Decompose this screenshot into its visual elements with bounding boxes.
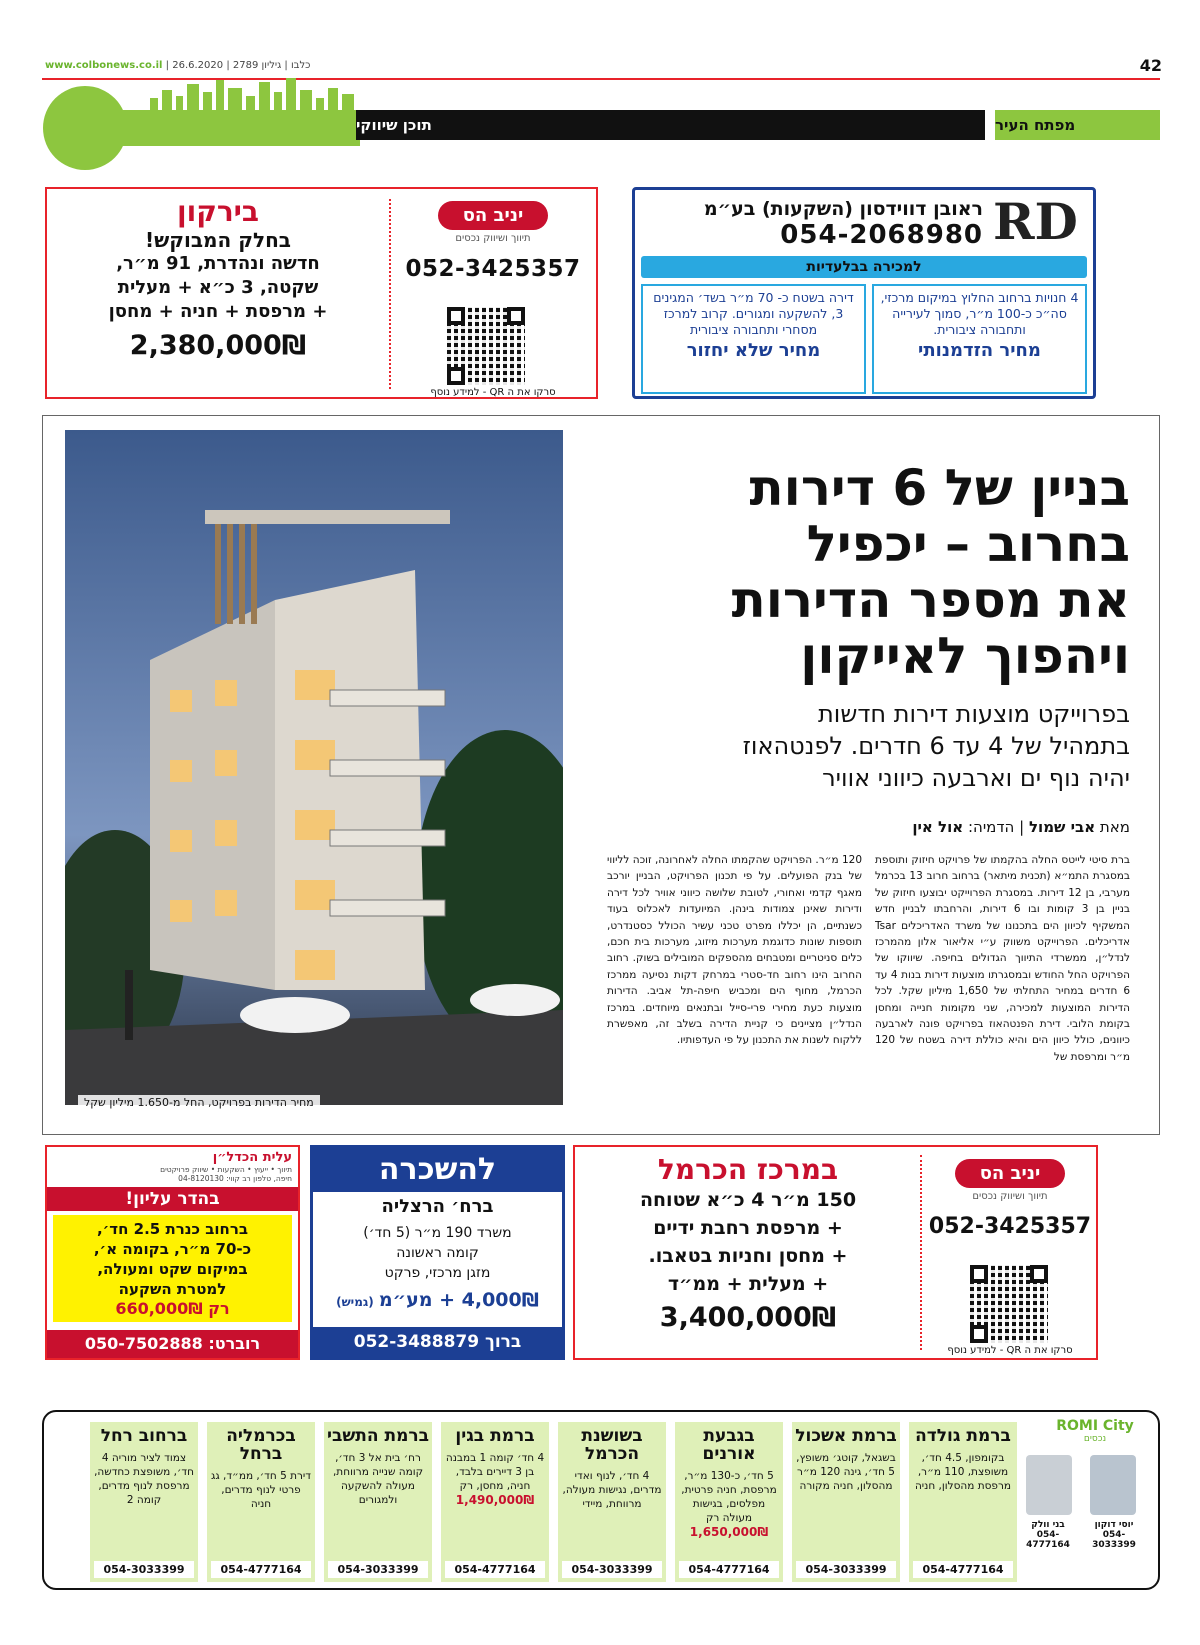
agent-photo-avatar bbox=[1026, 1455, 1072, 1515]
listing-title: ברמת התשבי bbox=[327, 1426, 429, 1446]
romi-listing[interactable] bbox=[441, 1422, 549, 1582]
listing-line: + מרפסת רחבת ידיים bbox=[653, 1217, 843, 1239]
listing-phone[interactable]: 054-4777164 bbox=[913, 1561, 1013, 1578]
listing-phone[interactable]: 054-3033399 bbox=[328, 1561, 428, 1578]
rd-ad[interactable] bbox=[632, 187, 1096, 399]
article-subhead bbox=[590, 698, 1130, 794]
rd-listing-left bbox=[641, 284, 866, 394]
subhead-line: יהיה נוף ים וארבעה כיווני אוויר bbox=[822, 764, 1130, 792]
romi-listing[interactable] bbox=[675, 1422, 783, 1582]
romi-listing[interactable] bbox=[324, 1422, 432, 1582]
yaniv-phone[interactable]: 052-3425357 bbox=[928, 1214, 1092, 1239]
alit-banner: בהדר עליון! bbox=[47, 1187, 298, 1211]
yaniv-logo: יניב הס bbox=[955, 1159, 1065, 1188]
listing-title: בכרמליה ברחל bbox=[226, 1426, 296, 1464]
rd-right-price: מחיר הזדמנותי bbox=[918, 340, 1041, 361]
listing-line: שקטה, 3 כ״א + מעלית bbox=[117, 277, 319, 298]
agent-name: בני וולק bbox=[1031, 1520, 1065, 1530]
yaniv-top-listing bbox=[55, 195, 381, 361]
alit-header bbox=[47, 1147, 298, 1183]
article-headline bbox=[590, 460, 1130, 684]
rent-ad[interactable] bbox=[310, 1145, 565, 1360]
article-column-1: ברת סיטי לייטס החלה בהקמתו של פרויקט חיזוק ותוספת במסגרת התמ״א (תכנית מיתאר) ברחוב חרוב 13 בכרמל מערבי, בן 12 דירות. במסגרת הפרוייקט יבוצעו חיזוק של בניין בן 3 קומות ובו 6 דירות, והרחבתו לבניין חדש המשקיף לכיוון הים בתכנונו של משרד האדריכלים Tsar אדריכלים. הפרוייקט משווק ע״י אליאור אלון מהמרכז לנדל״ן, ממשרדי התיווך הגדולים בחיפה. שיווקו של הפרויקט החל החודש ובמסגרתו מוצעות דירות בנות 4 עד 6 חדרים במחיר התחלתי של 1,650 מיליון שקל. לכל הדירות המוצעות למכירה, שני מקומות חנייה ומחסן בקומת הלובי. דירת הפנטהאוז בפרויקט פונה לארבעה כיוונים, כולל כיוון הים והיא כוללת דירה בשטח של 120 מ״ר ומרפסת של bbox=[875, 854, 1130, 1063]
listing-line: + מחסן וחניות בטאבו. bbox=[648, 1245, 848, 1267]
rd-listing-right bbox=[872, 284, 1087, 394]
rent-price: 4,000₪ + מע״מ bbox=[378, 1289, 539, 1311]
page-number: 42 bbox=[1139, 56, 1162, 75]
divider bbox=[389, 199, 393, 389]
listing-subtitle: בחלק המבוקש! bbox=[144, 228, 291, 252]
rd-banner: למכירה בבלעדיות bbox=[641, 256, 1087, 278]
rent-contact[interactable]: ברוך 052-3488879 bbox=[313, 1327, 562, 1357]
section-label: מפתח העיר bbox=[995, 110, 1160, 140]
issue-info: | כלבו | גיליון 2789 | 26.6.2020 bbox=[165, 60, 311, 71]
listing-title: ברמת בגין bbox=[455, 1426, 535, 1446]
agent-info bbox=[1082, 1520, 1146, 1550]
alit-contact[interactable]: רוברט: 050-7502888 bbox=[47, 1330, 298, 1358]
article-column-2: 120 מ״ר. הפרויקט שהקמתו החלה לאחרונה, זוכה לליווי של בנק הפועלים. על פי תכנון הפרויקט, הבניין יורכב מאגף קדמי ואחורי, לטובת שלושה כיווני אוויר לכל דירה ודירות שאינן צמודות בינהן. המיועדות לאכלוס בעוד כשנתיים, הן יכללו מפרט טכני עשיר הכולל כסטנדרט, תוספות שונות כדוגמת מערכות מיזוג, מערכות בית חכם, כלים סניטריים ומטבחים מהספקים המובילים בשוק. רחוב החרוב הינו רחוב חד-סטרי במרחק דקות נסיעה ממרכז הכרמל, מחוף הים ומכביש חיפה-תל אביב. הדירות מוצעות כעת מחירי פרי-סייל ובתנאים מיוחדים. במרכז הנדל״ן מציינים כי קניית הדירה בשלב זה, מאפשרת ללקוח לשנות את התכנון על פי העדפותיו. bbox=[607, 854, 862, 1047]
rent-line: משרד 190 מ״ר (5 חד׳) bbox=[363, 1225, 512, 1241]
alit-line: למטרת השקעה bbox=[118, 1280, 227, 1298]
agent-photo-avatar bbox=[1090, 1455, 1136, 1515]
qr-note: סרקו את ה QR - למידע נוסף bbox=[947, 1345, 1073, 1356]
listing-title: בירקון bbox=[176, 195, 260, 228]
rd-left-text: דירה בשטח כ- 70 מ״ר בשד׳ המגינים 3, להשקעה ומגורים. קרוב למרכז מסחרי ותחבורה ציבורית bbox=[653, 290, 854, 337]
listing-title: ברמת גולדה bbox=[915, 1426, 1011, 1446]
rd-right-text: 4 חנויות ברחוב החלוץ במיקום מרכזי, סה״כ כ-100 מ״ר, סמוך לעירייה ותחבורה ציבורית. bbox=[880, 290, 1079, 337]
listing-title: ברמת אשכול bbox=[795, 1426, 897, 1446]
author-name: אבי שמול bbox=[1028, 818, 1096, 836]
listing-phone[interactable]: 054-4777164 bbox=[211, 1561, 311, 1578]
listing-desc: בשגאל, קוטג׳ משופץ, 5 חד׳, גינה 120 מ״ר מהסלון, חניה מקורה bbox=[796, 1452, 896, 1492]
headline-line: את מספר הדירות bbox=[731, 571, 1130, 629]
listing-price: 3,400,000₪ bbox=[659, 1302, 837, 1333]
rd-company: ראובן דווידסון (השקעות) בע״מ bbox=[703, 198, 983, 220]
listing-desc: צמוד לציר מוריה 4 חד׳, משופצת כחדשה, מרפסת לנוף מדרים, קומה 2 bbox=[94, 1452, 194, 1506]
subhead-line: בתמהיל של 4 עד 6 חדרים. לפנטהאוז bbox=[742, 732, 1130, 760]
rd-left-price: מחיר שלא יחזור bbox=[686, 340, 821, 361]
romi-listing[interactable] bbox=[909, 1422, 1017, 1582]
yaniv-bottom-ad[interactable] bbox=[573, 1145, 1098, 1360]
yaniv-logo: יניב הס bbox=[438, 201, 548, 230]
listing-title: בגבעת אורנים bbox=[702, 1426, 756, 1464]
alit-brand-sub: תיווך • ייעוץ • השקעות • שיווק פרויקטים bbox=[160, 1165, 292, 1174]
render-credit: אול אין bbox=[912, 818, 964, 836]
alit-line: ברחוב כנרת 2.5 חד׳, bbox=[96, 1220, 249, 1238]
listing-desc: רח׳ בית אל 3 חד׳, קומה שנייה מרווחת, מעולה להשקעה ולמגורים bbox=[332, 1452, 424, 1506]
listing-title: במרכז הכרמל bbox=[657, 1153, 839, 1186]
listing-line: + מרפסת + חניה + מחסן bbox=[108, 301, 328, 322]
agent-name: יוסי דוקון bbox=[1094, 1520, 1134, 1530]
yaniv-top-ad[interactable] bbox=[45, 187, 598, 399]
render-prefix: | הדמיה: bbox=[967, 818, 1025, 836]
romi-logo-block bbox=[1040, 1418, 1150, 1444]
romi-listing[interactable] bbox=[207, 1422, 315, 1582]
alit-address: חיפה, טלפון רב קווי: 04-8120130 bbox=[178, 1174, 292, 1183]
listing-desc: דירת 5 חד׳, ממ״ד, גג פרטי לנוף מדרים, חניה bbox=[211, 1470, 311, 1510]
subhead-line: בפרוייקט מוצעות דירות חדשות bbox=[818, 700, 1130, 728]
alit-price: 660,000₪ bbox=[115, 1299, 203, 1318]
sponsored-label: תוכן שיווקי bbox=[350, 110, 985, 140]
alit-line: במיקום שקט ומעולה, bbox=[97, 1260, 248, 1278]
agent-phone[interactable]: 054-4777164 bbox=[1026, 1530, 1070, 1550]
listing-desc: בקומפון, 4.5 חד׳, משופצת, 110 מ״ר, מרפסת מהסלון, חניה bbox=[914, 1452, 1012, 1492]
article-byline bbox=[912, 818, 1130, 836]
listing-phone[interactable]: 054-4777164 bbox=[445, 1561, 545, 1578]
yaniv-bottom-listing bbox=[583, 1153, 913, 1333]
yaniv-top-brand-block bbox=[397, 201, 589, 282]
rd-logo: RD bbox=[993, 192, 1078, 251]
romi-listing[interactable] bbox=[90, 1422, 198, 1582]
rent-price-note: (גמיש) bbox=[336, 1295, 374, 1309]
alit-brand: עלית הכדל״ן bbox=[212, 1150, 292, 1165]
romi-logo: ROMI City bbox=[1056, 1418, 1134, 1434]
rent-price-row bbox=[313, 1289, 562, 1311]
romi-listing[interactable] bbox=[792, 1422, 900, 1582]
headline-line: ויהפוך לאייקון bbox=[800, 627, 1130, 685]
yaniv-tagline: תיווך ושיווק נכסים bbox=[972, 1191, 1048, 1202]
agent-phone[interactable]: 054-3033399 bbox=[1092, 1530, 1136, 1550]
listing-price: 1,650,000₪ bbox=[689, 1525, 769, 1539]
yaniv-phone[interactable]: 052-3425357 bbox=[405, 256, 581, 282]
headline-line: בניין של 6 דירות bbox=[749, 459, 1130, 517]
qr-code-icon[interactable] bbox=[970, 1265, 1048, 1343]
divider bbox=[920, 1155, 924, 1350]
yaniv-tagline: תיווך ושיווק נכסים bbox=[455, 233, 531, 244]
building-render-image bbox=[65, 430, 563, 1105]
listing-phone[interactable]: 054-4777164 bbox=[679, 1561, 779, 1578]
listing-price: 2,380,000₪ bbox=[129, 330, 307, 361]
alit-listing bbox=[53, 1215, 292, 1322]
listing-desc: 5 חד׳, כ-130 מ״ר, מרפסת, חניה פרטית, מפלסים, בגישות מעולה רק bbox=[681, 1470, 777, 1524]
listing-line: 150 מ״ר 4 כ״א שטוחה bbox=[639, 1189, 857, 1211]
alit-price-row bbox=[55, 1299, 290, 1318]
site-url[interactable]: www.colbonews.co.il bbox=[45, 60, 163, 71]
image-caption: מחיר הדירות בפרויקט, החל מ-1.650 מיליון שקל bbox=[78, 1095, 320, 1110]
rd-phone[interactable]: 054-2068980 bbox=[780, 220, 983, 250]
listing-desc: 4 חד׳, לנוף ואדי מדרים, נגישות מעולה, מרווחת, מיידי bbox=[562, 1470, 662, 1510]
listing-desc: 4 חד׳ קומה 1 במבנה בן 3 דיירים בלבד, חניה, מחסן, רק bbox=[445, 1452, 545, 1492]
listing-price: 1,490,000₪ bbox=[455, 1493, 535, 1507]
qr-note: סרקו את ה QR - למידע נוסף bbox=[430, 387, 556, 398]
headline-line: בחרוב – יכפיל bbox=[806, 515, 1130, 573]
listing-title: בשושנת הכרמל bbox=[581, 1426, 643, 1464]
rent-street: ברח׳ הרצליה bbox=[381, 1196, 494, 1217]
rent-line: מזגן מרכזי, פרקט bbox=[384, 1265, 491, 1281]
romi-listing[interactable] bbox=[558, 1422, 666, 1582]
romi-logo-sub: נכסים bbox=[1083, 1434, 1107, 1444]
listing-line: + מעלית + ממ״ד bbox=[667, 1273, 829, 1295]
key-skyline-graphic bbox=[40, 78, 360, 173]
listing-phone[interactable]: 054-3033399 bbox=[796, 1561, 896, 1578]
byline-prefix: מאת bbox=[1099, 818, 1130, 836]
qr-code-icon[interactable] bbox=[447, 307, 525, 385]
agent-info bbox=[1016, 1520, 1080, 1550]
rent-line: קומה ראשונה bbox=[396, 1245, 479, 1261]
listing-title: ברחוב רחל bbox=[100, 1426, 188, 1446]
listing-phone[interactable]: 054-3033399 bbox=[562, 1561, 662, 1578]
alit-ad[interactable] bbox=[45, 1145, 300, 1360]
site-info bbox=[45, 60, 310, 71]
rent-title: להשכרה bbox=[313, 1148, 562, 1192]
yaniv-bottom-brand-block bbox=[925, 1159, 1095, 1239]
alit-line: כ-70 מ״ר, בקומה א׳, bbox=[93, 1240, 252, 1258]
listing-phone[interactable]: 054-3033399 bbox=[94, 1561, 194, 1578]
listing-line: חדשה ונהדרת, 91 מ״ר, bbox=[116, 253, 320, 274]
alit-price-prefix: רק bbox=[208, 1299, 230, 1318]
